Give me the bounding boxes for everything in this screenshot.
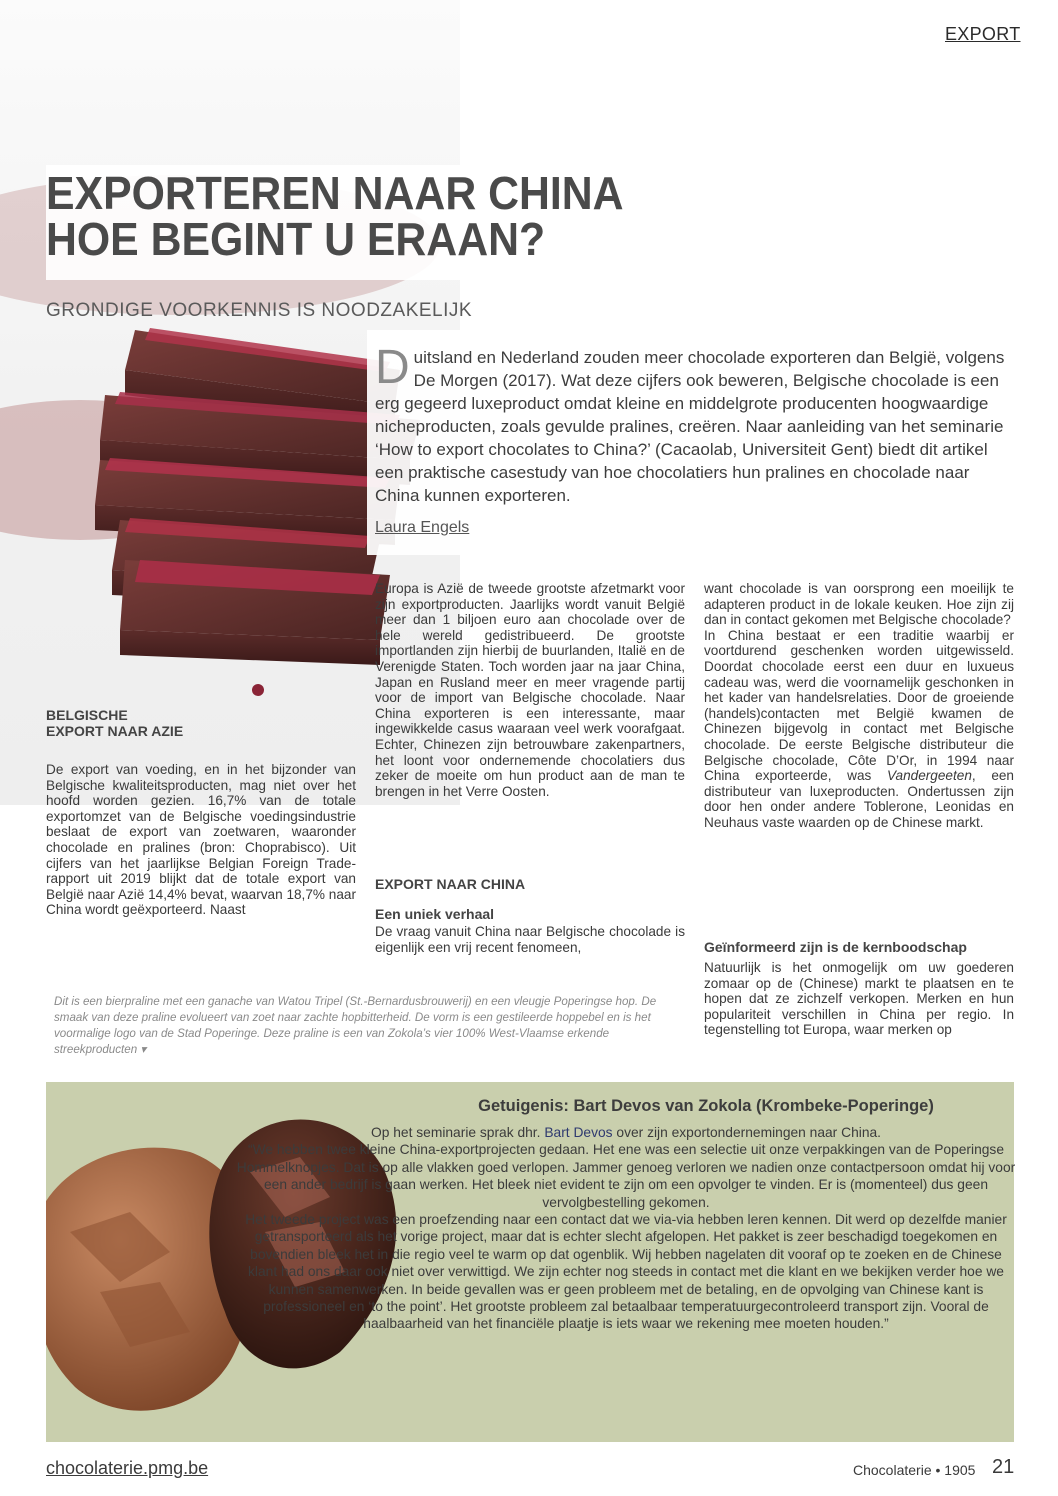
col3-paragraph-2-text: In China bestaat er een traditie waarbij er voortdurend geschenken worden uitgewisseld. Doordat chocolade eerst een duur en luxueus cadeau was, werd die voornamelijk geschonken in het kader van handelsrelaties. Door de groeiende (handels)contacten met België kwamen de Chinezen bijgevolg in contact met Belgische chocolade. De eerste Belgische distributeur die Belgische chocolade, Côte D’Or, in 1994 naar China exporteerde, was: [704, 627, 1014, 784]
testimonial-title: Getuigenis: Bart Devos van Zokola (Krombeke-Poperinge): [478, 1097, 934, 1115]
col2-body-2: De vraag vanuit China naar Belgische chocolade is eigenlijk een vrij recent fenomeen,: [375, 924, 685, 955]
page-subtitle: GRONDIGE VOORKENNIS IS NOODZAKELIJK: [46, 300, 473, 321]
testimonial-quote-1: “We hebben twee kleine China-exportprojecten gedaan. Het ene was een selectie uit onze verpakkingen van de Poperingse Hommelknopjes. Dat is op alle vlakken goed verlopen. Jammer genoeg verloren we nadien onze contactpersoon omdat hij voor een ander bedrijf is gaan werken. Het bleek niet evident te zijn om een opvolger te vinden. Er is (momenteel) dus geen vervolgbestelling gekomen.: [236, 1142, 1016, 1210]
col3-body-2: Natuurlijk is het onmogelijk om uw goederen zomaar op de (Chinese) markt te plaatsen en te hopen dat ze zichzelf verkopen. Merken en hun populariteit verschillen in China per regio. In tegenstelling tot Europa, waar merken op: [704, 960, 1014, 1038]
speaker-name: Bart Devos: [544, 1125, 613, 1140]
author-link[interactable]: Laura Engels: [375, 519, 470, 536]
intro-end: over zijn exportondernemingen naar China.: [612, 1125, 881, 1140]
title-line-2: HOE BEGINT U ERAAN?: [46, 213, 546, 265]
col2-subheading: Een uniek verhaal: [375, 906, 495, 922]
lede-text: uitsland en Nederland zouden meer chocolade exporteren dan België, volgens De Morgen (2017). Wat deze cijfers ook beweren, Belgische chocolade is een erg gegeerd luxeproduct omdat kleine en middelgrote producenten hoogwaardige nicheproducten, zoals gevulde pralines, creëren. Naar aanleiding van het seminarie ‘How to export chocolates to China?’ (Cacaolab, Universiteit Gent) biedt dit artikel een praktische casestudy van hoe chocolatiers hun pralines en chocolade naar China kunnen exporteren.: [375, 348, 1005, 505]
col1-heading-line2: EXPORT NAAR AZIE: [46, 723, 184, 739]
col3-paragraph-1: want chocolade is van oorsprong een moeilijk te adapteren product in de lokale keuken. Hoe zijn zij dan in contact gekomen met Belgische chocolade?: [704, 581, 1014, 628]
intro-text: Op het seminarie sprak dhr.: [371, 1125, 545, 1140]
col3-distributor-name: Vandergeeten: [886, 768, 972, 784]
page-number: 21: [992, 1456, 1015, 1478]
section-tag[interactable]: EXPORT: [945, 24, 1021, 44]
col3-body: [704, 581, 1014, 831]
col2-body: Europa is Azië de tweede grootste afzetmarkt voor zijn exportproducten. Jaarlijks wordt vanuit België meer dan 1 biljoen euro aan chocolade over de hele wereld gedistribueerd. De grootste importlanden zijn hierbij de buurlanden, Italië en de Verenigde Staten. Toch worden jaar na jaar China, Japan en Rusland meer en meer vragende partij voor de import van Belgische chocolade. Naar China exporteren is een interessante, maar ingewikkelde casus waaraan veel werk voorafgaat. Echter, Chinezen zijn betrouwbare zakenpartners, het loont voor ondernemende chocolatiers dus zeker de moeite om hun product aan de man te brengen in het Verre Oosten.: [375, 581, 685, 799]
footer-magazine: Chocolaterie • 1905: [853, 1462, 976, 1478]
col3-paragraph-2-end: , een distributeur van luxeproducten. Ondertussen zijn door hen onder andere Toblerone, Leonidas en Neuhaus vaste waarden op de Chinese markt.: [704, 768, 1014, 830]
photo-caption: [54, 994, 674, 1058]
col2-heading: EXPORT NAAR CHINA: [375, 876, 526, 892]
drop-cap: D: [375, 341, 410, 394]
col1-heading-line1: BELGISCHE: [46, 707, 128, 723]
testimonial-quote-2: Het tweede project was een proefzending naar een contact dat we via-via hebben leren kennen. Dit werd op dezelfde manier getransporteerd als het vorige project, maar dat is echter slecht afgelopen. Het pakket is zeer beschadigd toegekomen en bovendien bleek het in die regio veel te warm op dat ogenblik. Wij hebben nagelaten dit vooraf op te zoeken en de Chinese klant had ons daar ook niet over verwittigd. We zijn echter nog steeds in contact met die klant en we bekijken verder hoe we kunnen samenwerken. In beide gevallen was er geen probleem met de betaling, en de opvolging van Chinese kant is professioneel en ‘to the point’. Het grootste probleem zal betaalbaar temperatuurgecontroleerd transport zijn. Vooral de haalbaarheid van het financiële plaatje is iets waar we rekening mee moeten houden.”: [245, 1212, 1007, 1332]
col3-paragraph-2: [704, 628, 1014, 831]
footer-url-link[interactable]: chocolaterie.pmg.be: [46, 1458, 209, 1478]
caption-text: Dit is een bierpraline met een ganache van Watou Tripel (St.-Bernardusbrouwerij) en een vleugje Poperingse hop. De smaak van deze praline evolueert van zoet naar zachte hopbitterheid. De vorm is een gestileerde hoppebel en is het voormalige logo van de Stad Poperinge. Deze praline is een van Zokola’s vier 100% West-Vlaamse erkende streekproducten: [54, 995, 657, 1056]
lede-paragraph: [375, 341, 1015, 507]
col3-subheading: Geïnformeerd zijn is de kernboodschap: [704, 939, 967, 955]
testimonial-body: [236, 1124, 1016, 1333]
col1-body: De export van voeding, en in het bijzonder van Belgische kwaliteitsproducten, mag niet over het hoofd worden gezien. 16,7% van de totale exportomzet van de Belgische voedingsindustrie beslaat de export van zoetwaren, waaronder chocolade en pralines (bron: Choprabisco). Uit cijfers van het jaarlijkse Belgian Foreign Trade-rapport uit 2019 blijkt dat de totale export van België naar Azië 14,4% bevat, waarvan 18,7% naar China wordt geëxporteerd. Naast: [46, 762, 356, 918]
col1-heading: [46, 707, 356, 739]
page-title: [46, 167, 624, 265]
title-line-1: EXPORTEREN NAAR CHINA: [46, 167, 624, 219]
testimonial-intro: [236, 1124, 1016, 1141]
caption-arrow-icon: ▾: [140, 1043, 147, 1056]
